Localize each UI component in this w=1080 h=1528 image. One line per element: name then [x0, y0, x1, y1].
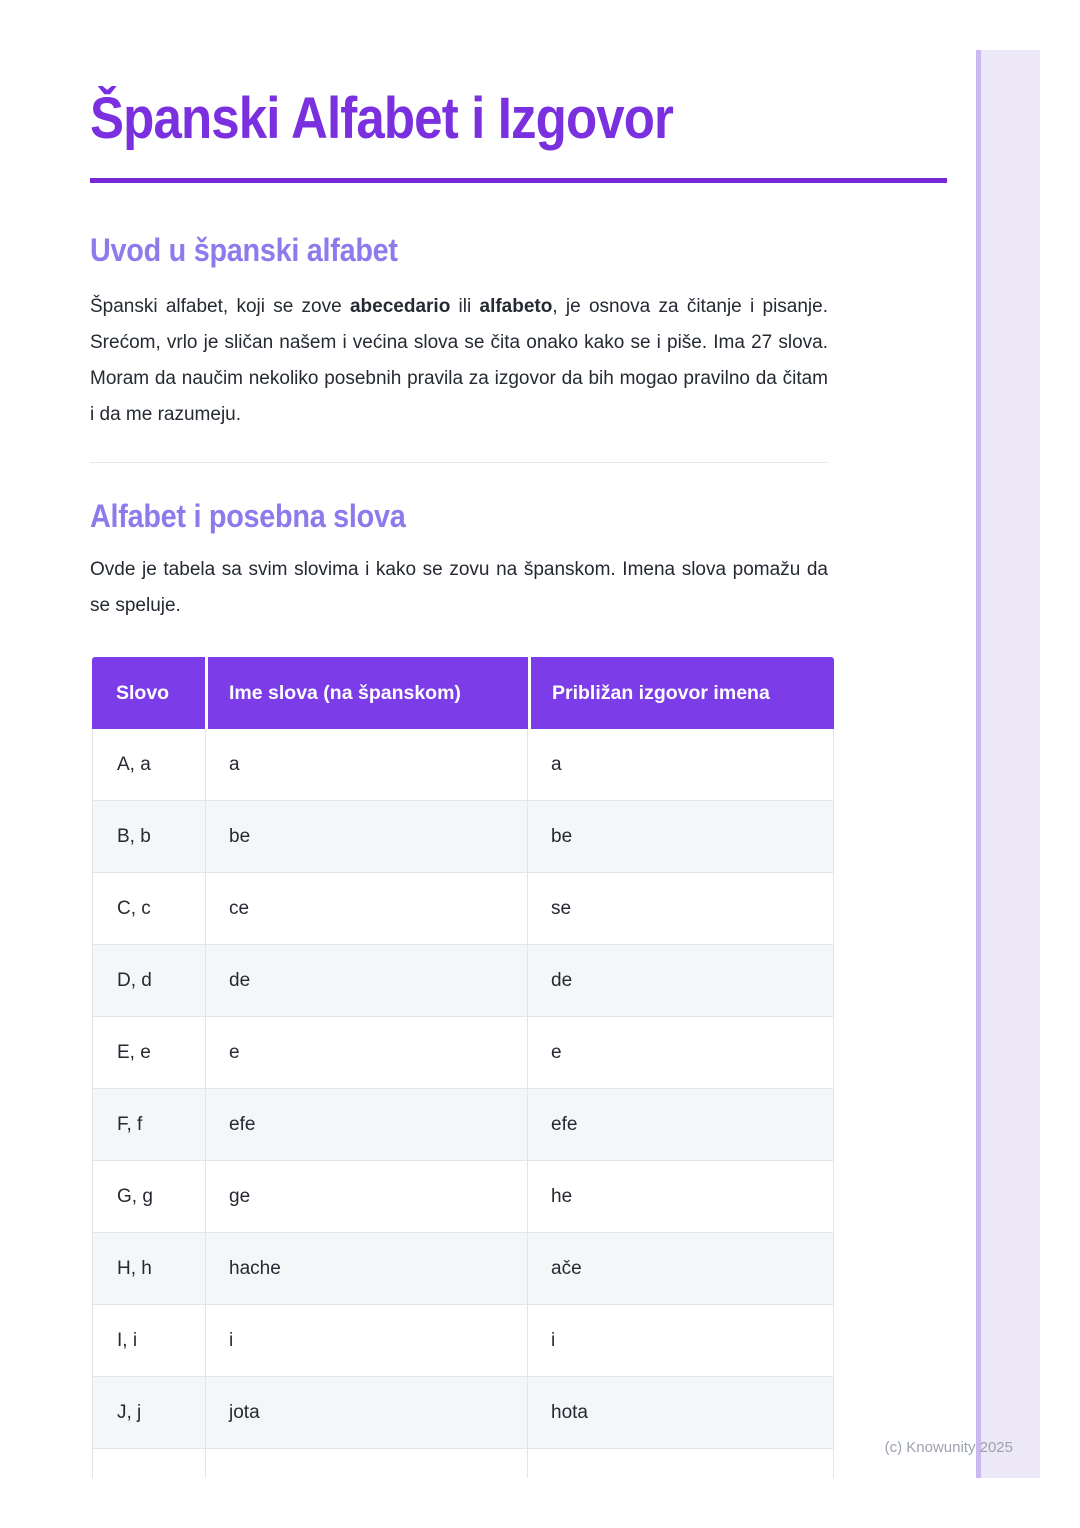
table-row	[93, 873, 833, 945]
pronunciation-cell: he	[527, 1161, 833, 1232]
table-row	[93, 801, 833, 873]
table-row	[93, 1161, 833, 1233]
table-row	[93, 1377, 833, 1449]
letter-cell: F, f	[117, 1113, 143, 1135]
pronunciation-cell: be	[527, 801, 833, 872]
table-header-letter: Slovo	[116, 681, 170, 704]
name-cell: de	[205, 945, 527, 1016]
name-cell: i	[205, 1305, 527, 1376]
name-cell: hache	[205, 1233, 527, 1304]
letter-cell	[93, 1449, 205, 1478]
name-cell	[205, 1449, 527, 1478]
intro-text-run: , je osnova za čitanje i pisanje. Srećom, vrlo je sličan našem i većina slova se čita onako kako se i piše. Ima 27 slova. Moram da naučim nekoliko posebnih pravila za izgovor da bih mogao pravilno da čitam i da me razumeju.	[90, 296, 828, 425]
alphabet-table	[92, 657, 834, 1478]
section-heading-alphabet: Alfabet i posebna slova	[90, 498, 406, 534]
table-header-row	[92, 657, 834, 729]
intro-bold-term: abecedario	[349, 296, 451, 317]
pronunciation-cell: e	[527, 1017, 833, 1088]
page-title: Španski Alfabet i Izgovor	[90, 86, 674, 151]
letter-cell: I, i	[117, 1329, 138, 1351]
intro-text-run: ili	[450, 296, 480, 317]
pronunciation-cell: a	[527, 729, 833, 800]
letter-cell: C, c	[117, 897, 151, 919]
table-row	[93, 1089, 833, 1161]
section-heading-intro: Uvod u španski alfabet	[90, 232, 398, 268]
name-cell: jota	[205, 1377, 527, 1448]
section-divider	[90, 462, 828, 463]
name-cell: ge	[205, 1161, 527, 1232]
letter-cell: A, a	[117, 753, 151, 775]
intro-text-run: Španski alfabet, koji se zove	[90, 296, 350, 317]
intro-bold-term: alfabeto	[479, 296, 553, 317]
table-row	[93, 1017, 833, 1089]
pronunciation-cell: hota	[527, 1377, 833, 1448]
title-underline	[90, 178, 947, 183]
letter-cell: E, e	[117, 1041, 151, 1063]
table-row	[93, 945, 833, 1017]
pronunciation-cell: de	[527, 945, 833, 1016]
letter-cell: B, b	[117, 825, 151, 847]
pronunciation-cell	[527, 1449, 833, 1478]
table-row	[93, 1233, 833, 1305]
alphabet-paragraph: Ovde je tabela sa svim slovima i kako se zovu na španskom. Imena slova pomažu da se speluje.	[90, 559, 828, 616]
name-cell: e	[205, 1017, 527, 1088]
pronunciation-cell: ače	[527, 1233, 833, 1304]
name-cell: be	[205, 801, 527, 872]
pronunciation-cell: se	[527, 873, 833, 944]
table-header-name: Ime slova (na španskom)	[205, 657, 528, 729]
next-page-edge	[976, 50, 1040, 1478]
table-row	[93, 1305, 833, 1377]
name-cell: ce	[205, 873, 527, 944]
pronunciation-cell: efe	[527, 1089, 833, 1160]
table-header-pronunciation: Približan izgovor imena	[528, 657, 834, 729]
copyright-notice: (c) Knowunity 2025	[884, 1439, 1013, 1456]
table-row	[93, 729, 833, 801]
document-content	[90, 0, 947, 1478]
table-body	[92, 729, 834, 1478]
pronunciation-cell: i	[527, 1305, 833, 1376]
name-cell: a	[205, 729, 527, 800]
letter-cell: H, h	[117, 1257, 152, 1279]
letter-cell: J, j	[117, 1401, 142, 1423]
intro-paragraph	[90, 289, 828, 433]
letter-cell: G, g	[117, 1185, 153, 1207]
letter-cell: D, d	[117, 969, 152, 991]
table-row-partial	[93, 1449, 833, 1478]
name-cell: efe	[205, 1089, 527, 1160]
